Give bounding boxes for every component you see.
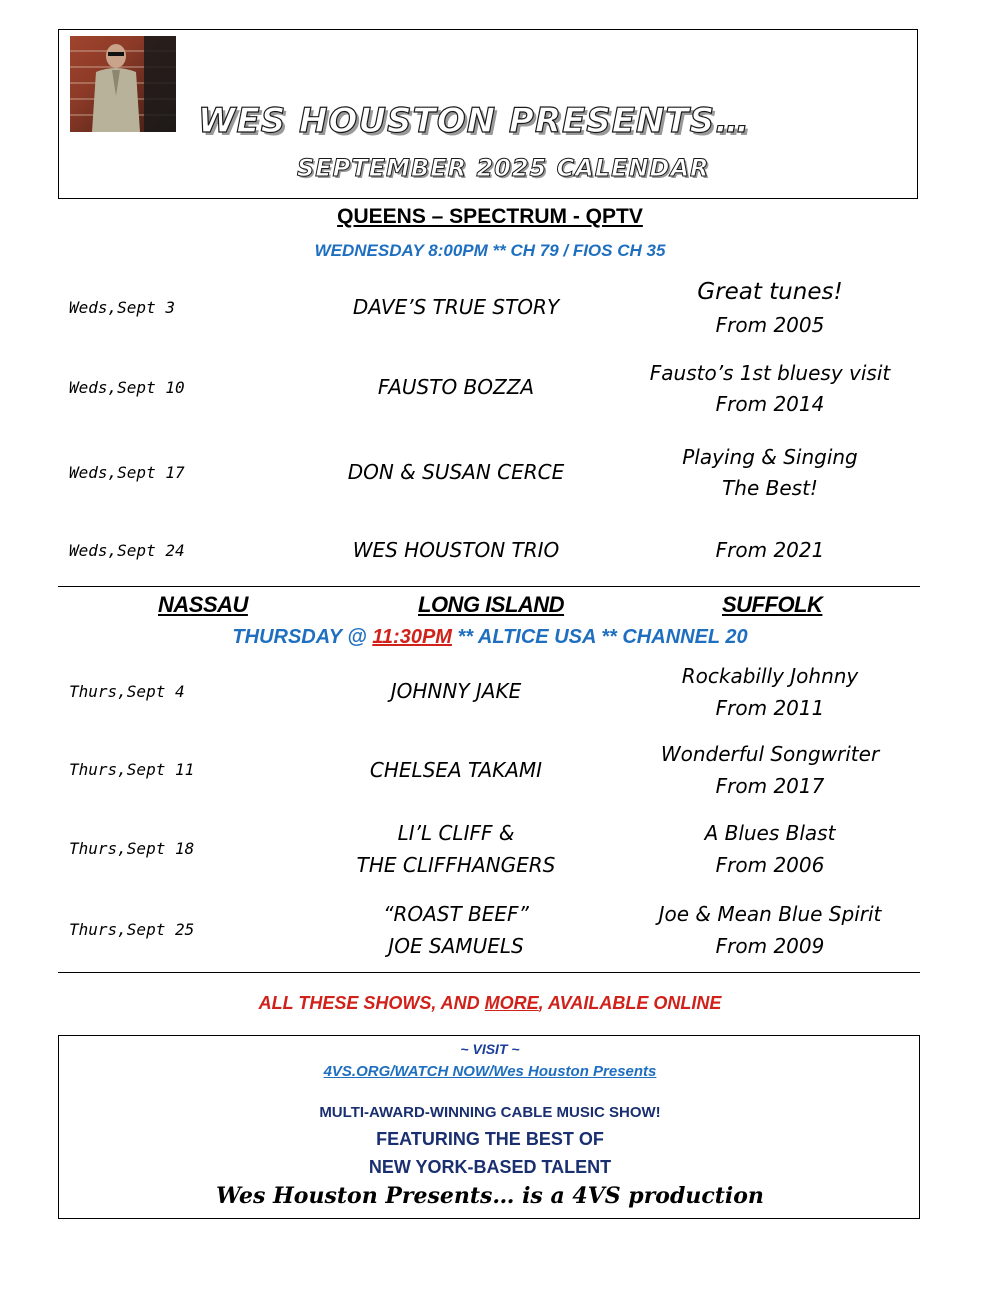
row-note-year: From 2014 bbox=[715, 392, 825, 416]
production-credit: Wes Houston Presents… is a 4VS production bbox=[216, 1183, 764, 1209]
online-suffix: , AVAILABLE ONLINE bbox=[538, 993, 722, 1013]
row-note-year: The Best! bbox=[722, 476, 818, 500]
watch-link[interactable]: 4VS.ORG/WATCH NOW/Wes Houston Presents bbox=[323, 1063, 657, 1080]
queens-schedule: WEDNESDAY 8:00PM ** CH 79 / FIOS CH 35 bbox=[314, 241, 666, 260]
row-note: Playing & Singing bbox=[682, 445, 858, 469]
row-artist: WES HOUSTON TRIO bbox=[352, 538, 560, 562]
online-availability bbox=[0, 993, 980, 1014]
visit-label: ~ VISIT ~ bbox=[460, 1041, 520, 1057]
schedule-suffix: ** ALTICE USA ** CHANNEL 20 bbox=[451, 626, 748, 648]
row-artist-line2: JOE SAMUELS bbox=[388, 934, 524, 958]
row-date: Thurs,Sept 18 bbox=[69, 839, 195, 858]
region-suffolk: SUFFOLK bbox=[722, 592, 823, 617]
row-date: Thurs,Sept 4 bbox=[69, 682, 185, 701]
row-artist: DAVE’S TRUE STORY bbox=[352, 295, 560, 319]
row-date: Weds,Sept 10 bbox=[69, 378, 185, 397]
featuring-line-2: NEW YORK-BASED TALENT bbox=[368, 1157, 612, 1177]
row-date: Thurs,Sept 25 bbox=[69, 920, 195, 939]
host-photo bbox=[70, 36, 176, 132]
schedule-row bbox=[0, 738, 1000, 808]
row-artist: “ROAST BEEF” bbox=[383, 902, 529, 926]
row-date: Weds,Sept 17 bbox=[69, 463, 185, 482]
row-note-year: From 2017 bbox=[715, 774, 825, 798]
featuring-line-1: FEATURING THE BEST OF bbox=[376, 1129, 604, 1149]
row-note: From 2021 bbox=[715, 538, 825, 562]
row-date: Weds,Sept 24 bbox=[69, 541, 185, 560]
schedule-prefix: THURSDAY @ bbox=[232, 626, 373, 648]
schedule-row bbox=[0, 358, 1000, 428]
row-artist-line2: THE CLIFFHANGERS bbox=[356, 853, 556, 877]
region-long-island: LONG ISLAND bbox=[418, 592, 565, 617]
schedule-row bbox=[0, 441, 1000, 511]
row-note-year: From 2011 bbox=[715, 696, 825, 720]
row-artist: DON & SUSAN CERCE bbox=[347, 460, 565, 484]
section-divider bbox=[58, 972, 920, 973]
section-divider bbox=[58, 586, 920, 587]
schedule-row bbox=[0, 528, 1000, 598]
row-date: Thurs,Sept 11 bbox=[69, 760, 195, 779]
row-artist: FAUSTO BOZZA bbox=[377, 375, 535, 399]
row-note-year: From 2005 bbox=[715, 313, 825, 337]
row-artist: LI’L CLIFF & bbox=[397, 821, 515, 845]
online-prefix: ALL THESE SHOWS, AND bbox=[258, 993, 485, 1013]
row-artist: CHELSEA TAKAMI bbox=[369, 758, 543, 782]
row-note: Fausto’s 1st bluesy visit bbox=[649, 361, 891, 385]
row-note: Rockabilly Johnny bbox=[681, 664, 859, 688]
region-nassau: NASSAU bbox=[158, 592, 248, 617]
row-note-year: From 2009 bbox=[715, 934, 825, 958]
schedule-row bbox=[0, 817, 1000, 887]
online-more: MORE bbox=[484, 993, 539, 1013]
queens-section-title: QUEENS – SPECTRUM - QPTV bbox=[337, 205, 643, 228]
page-subtitle: SEPTEMBER 2025 CALENDAR bbox=[297, 154, 710, 182]
schedule-row bbox=[0, 278, 1000, 348]
row-note: A Blues Blast bbox=[704, 821, 836, 845]
schedule-row bbox=[0, 660, 1000, 730]
row-note: Great tunes! bbox=[697, 279, 843, 305]
schedule-time: 11:30PM bbox=[372, 626, 452, 648]
row-note: Wonderful Songwriter bbox=[660, 742, 880, 766]
row-note: Joe & Mean Blue Spirit bbox=[658, 902, 882, 926]
row-note-year: From 2006 bbox=[715, 853, 825, 877]
row-date: Weds,Sept 3 bbox=[69, 298, 175, 317]
page-title: WES HOUSTON PRESENTS… bbox=[198, 101, 751, 141]
row-artist: JOHNNY JAKE bbox=[390, 679, 522, 703]
award-text: MULTI-AWARD-WINNING CABLE MUSIC SHOW! bbox=[319, 1104, 661, 1121]
schedule-row bbox=[0, 898, 1000, 968]
nassau-schedule bbox=[0, 626, 980, 649]
